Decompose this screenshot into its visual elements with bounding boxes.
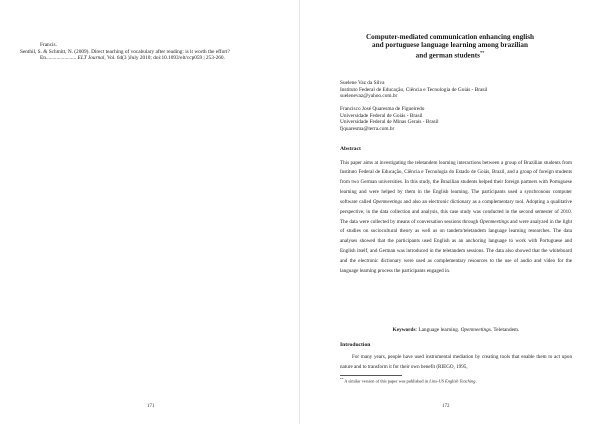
reference-leader: En....................... bbox=[40, 55, 77, 61]
footnote-marker: ** bbox=[340, 376, 344, 381]
keywords-italic: Openmeetings bbox=[460, 327, 491, 333]
author-affiliation: Universidade Federal de Minas Gerais - Brasil bbox=[340, 119, 439, 126]
footnote bbox=[340, 377, 477, 383]
article-title bbox=[340, 33, 560, 60]
title-line-2: and portuguese language learning among brazilian bbox=[372, 41, 528, 50]
reference-entry-senthil: Senthil, S. & Schmitt, N. (2009). Direct teaching of vocabulary after reading: is it worth the effort? bbox=[20, 48, 230, 55]
author-name: Suelene Vaz da Silva bbox=[340, 80, 385, 86]
abstract-text-part-1: This paper aims at investigating the teletandem learning interactions between a group of Brazilian students from Instituto Federal de Educação, Ciência e Tecnologia do Estado de Goiás, Brazil, and a group of foreign students from two German universities. In this study, the Brazilian students helped their foreign partners with Portuguese learning and were helped by them in the English learning. The participants used a synchronous computer software called bbox=[340, 159, 572, 205]
abstract-heading: Abstract bbox=[340, 146, 361, 152]
right-page bbox=[300, 0, 600, 424]
author-affiliation: Instituto Federal de Educação, Ciência e Tecnologia de Goiás - Brasil bbox=[340, 86, 488, 93]
page-number-right: 172 bbox=[442, 404, 450, 409]
footnote-text: A similar version of this paper was published in bbox=[343, 377, 430, 383]
keywords-line bbox=[340, 327, 572, 333]
abstract-software-name: Openmeetings bbox=[372, 198, 402, 205]
abstract-text-part-2: and also an electronic dictionary as a complementary tool. Adopting a qualitative perspective, in the data collection and analysis, this case study was conducted in the second semester of 2010. The data were collected by means of conversation sessions through bbox=[340, 198, 573, 225]
keywords-text-end: . Teletandem. bbox=[490, 327, 520, 333]
introduction-heading: Introduction bbox=[340, 342, 371, 348]
author-name: Francisco José Quaresma de Figueiredo bbox=[340, 106, 425, 112]
title-line-3 bbox=[340, 49, 560, 60]
footnote-end: . bbox=[475, 377, 477, 383]
keywords-text: : Language learning. bbox=[415, 327, 461, 333]
title-line-3-text: and german students bbox=[415, 51, 480, 60]
author-block-1 bbox=[340, 80, 487, 100]
reference-fragment: Francis. bbox=[40, 42, 57, 48]
title-line-1: Computer-mediated communication enhancing english bbox=[365, 33, 535, 41]
reference-volume: , Vol. 64(3 )July 2010; doi:10.1093/elt/ccp059 | 253-260. bbox=[104, 55, 225, 61]
author-block-2 bbox=[340, 106, 439, 132]
title-footnote-marker: ** bbox=[479, 50, 485, 56]
author-email: fjquaresma@terra.com.br bbox=[340, 125, 395, 132]
author-email: suelenevaz@yahoo.com.br bbox=[340, 93, 398, 100]
reference-journal: ELT Journal bbox=[77, 55, 105, 61]
introduction-body: For many years, people have used instrumental mediation by creating tools that enable them to act upon nature and to transform it for their own benefit (RIEGO, 1995, bbox=[340, 354, 572, 370]
reference-entry-continuation bbox=[40, 55, 225, 62]
author-affiliation: Universidade Federal de Goiás - Brasil bbox=[340, 112, 423, 119]
page-number-left: 171 bbox=[147, 404, 155, 409]
footnote-journal: Linx-US English Teaching bbox=[429, 377, 476, 383]
abstract-body bbox=[340, 159, 572, 277]
abstract-software-name: Openmeetings bbox=[479, 218, 509, 225]
abstract-text-part-3: and were analyzed in the light of studies on sociocultural theory as well as on tandem/teletandem language learning researches. The data analyses showed that the participants used English as an anchoring language to work with Portuguese and English itself, and German was introduced in the teletandem sessions. The data also showed that the whiteboard and the electronic dictionary were used as complementary resources to the use of audio and video for the language learning process the participants engaged in. bbox=[340, 218, 572, 274]
keywords-label: Keywords bbox=[392, 327, 416, 333]
